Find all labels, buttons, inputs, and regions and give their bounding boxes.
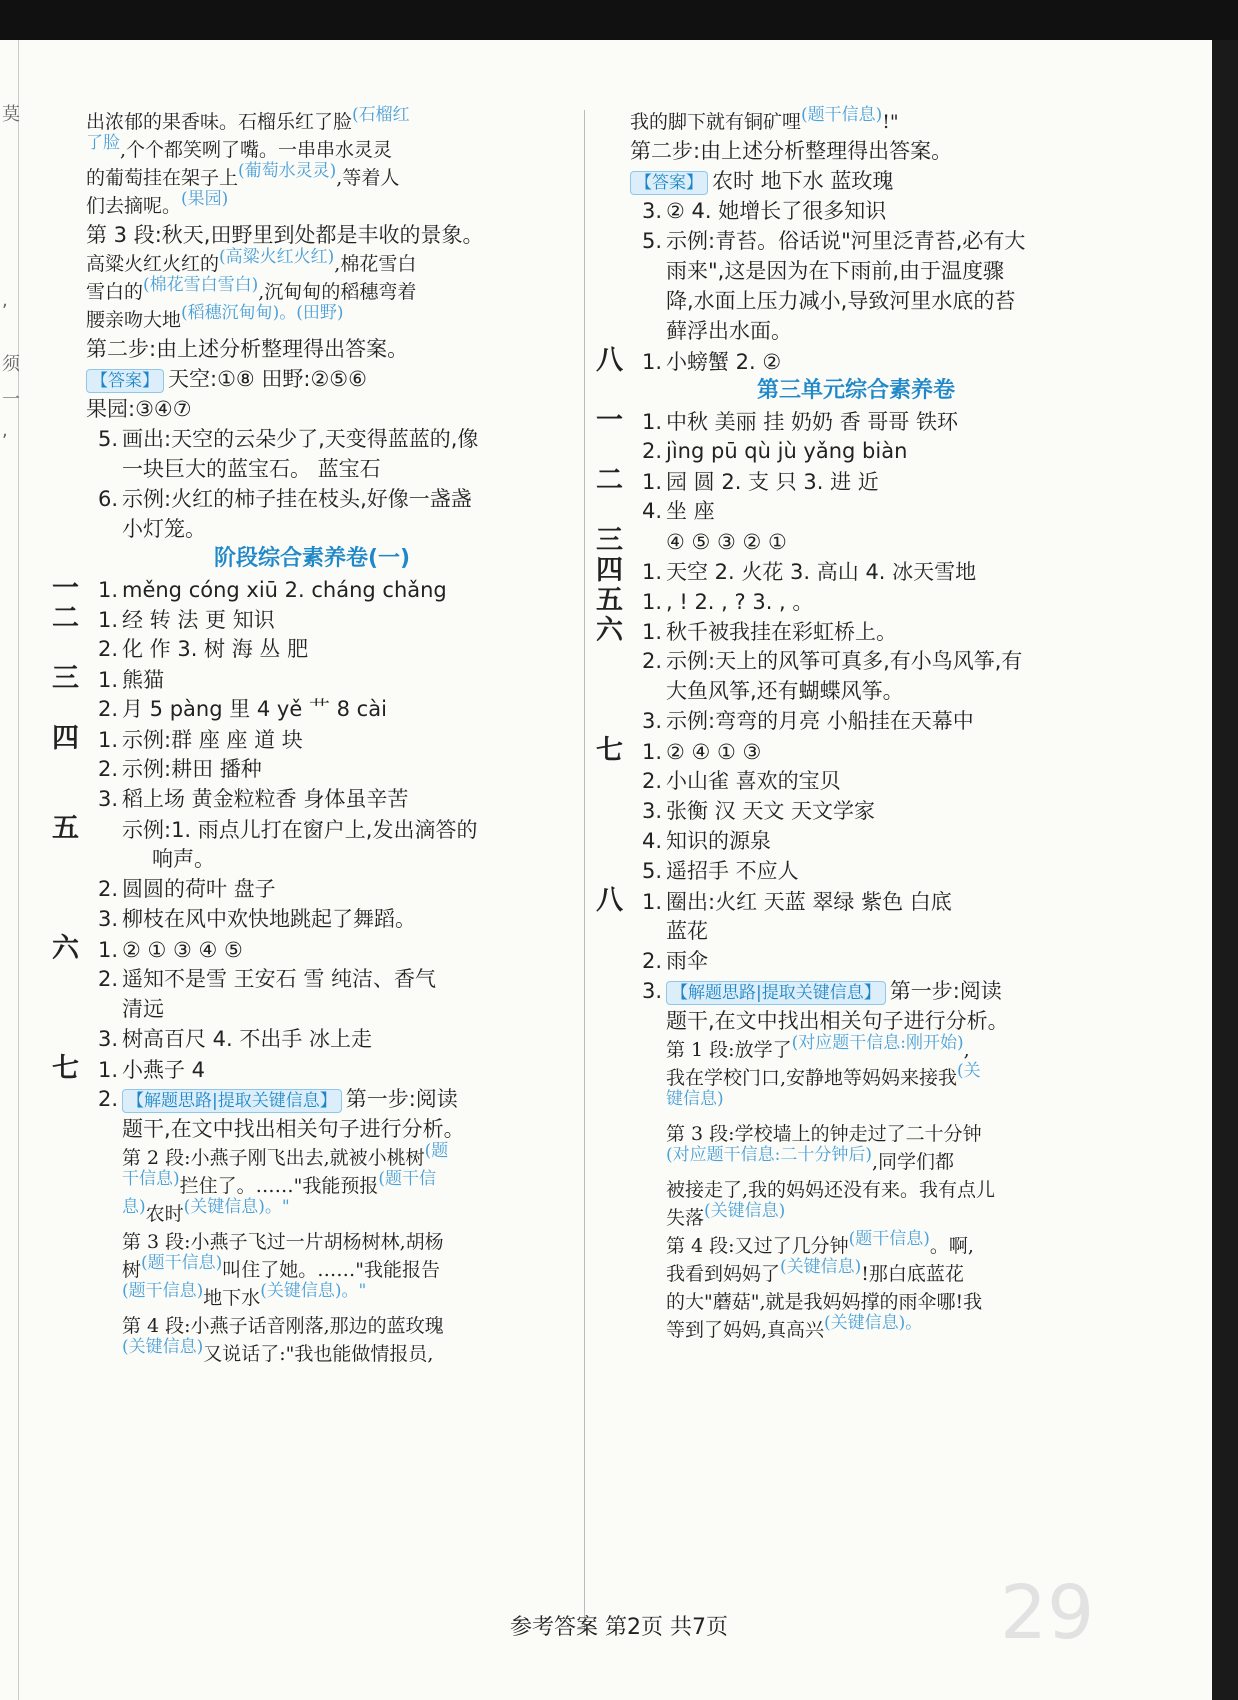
item-number: 2. xyxy=(97,757,118,781)
item-number: 1. xyxy=(97,1058,118,1082)
item-number: 1. xyxy=(97,938,118,962)
answer-line xyxy=(596,826,1116,856)
answer-text: 园 圆 2. 支 只 3. 进 近 xyxy=(666,470,879,494)
handwritten-note: (石榴红 xyxy=(352,105,410,125)
answer-line xyxy=(596,436,1116,466)
section-number: 一 xyxy=(596,405,623,436)
item-number: 3. xyxy=(641,709,662,733)
item-number: 1. xyxy=(97,608,118,632)
handwritten-note: (关键信息)。" xyxy=(183,1197,290,1217)
answer-line xyxy=(52,275,572,306)
answer-text: 的大"蘑菇",就是我妈妈撑的雨伞哪!我 xyxy=(666,1291,983,1313)
item-number: 2. xyxy=(97,967,118,991)
answer-text: 果园:③④⑦ xyxy=(86,397,192,421)
item-number: 1. xyxy=(641,350,662,374)
answer-text: 出浓郁的果香味。石榴乐红了脸 xyxy=(86,111,353,133)
section-number: 七 xyxy=(596,735,623,766)
answer-text: měng cóng xiū 2. cháng chǎng xyxy=(122,578,447,602)
right-column xyxy=(596,105,1116,1344)
handwritten-note: (题干信息) xyxy=(122,1281,204,1301)
answer-text: 农时 地下水 蓝玫瑰 xyxy=(712,169,894,193)
left-edge-fragment: , xyxy=(2,420,8,441)
item-number: 3. xyxy=(641,799,662,823)
answer-line xyxy=(596,1313,1116,1344)
handwritten-note: (对应题干信息:刚开始) xyxy=(791,1033,964,1053)
answer-text: 响声。 xyxy=(152,847,215,871)
answer-line xyxy=(596,556,1116,586)
answer-text: 示例:耕田 播种 xyxy=(122,757,262,781)
item-number: 1. xyxy=(641,470,662,494)
answer-line xyxy=(52,814,572,844)
answer-line xyxy=(596,466,1116,496)
answer-text: ④ ⑤ ③ ② ① xyxy=(666,530,787,554)
answer-line xyxy=(596,1288,1116,1316)
answer-line xyxy=(596,856,1116,886)
answer-line xyxy=(52,1169,572,1200)
answer-badge: 【答案】 xyxy=(86,369,164,393)
section-number: 七 xyxy=(52,1053,79,1084)
item-number: 5. xyxy=(97,427,118,451)
section-number: 六 xyxy=(596,615,623,646)
item-number: 2. xyxy=(97,1087,118,1111)
answer-line xyxy=(596,1089,1116,1120)
section-number: 八 xyxy=(596,345,623,376)
answer-text: !" xyxy=(882,111,899,133)
answer-line xyxy=(52,514,572,544)
answer-line xyxy=(596,256,1116,286)
handwritten-note: (题干信 xyxy=(378,1169,437,1189)
answer-line xyxy=(52,1084,572,1114)
answer-line xyxy=(596,166,1116,196)
answer-text: 清远 xyxy=(122,997,164,1021)
answer-text: 示例:天上的风筝可真多,有小鸟风筝,有 xyxy=(666,649,1023,673)
answer-text: 我看到妈妈了 xyxy=(666,1263,781,1285)
answer-line xyxy=(52,364,572,394)
answer-line xyxy=(52,994,572,1024)
answer-line xyxy=(596,526,1116,556)
answer-text: 张衡 汉 天文 天文学家 xyxy=(666,799,876,823)
answer-line xyxy=(52,454,572,484)
page-footer: 参考答案 第2页 共7页 xyxy=(510,1615,728,1640)
answer-text: 圈出:火红 天蓝 翠绿 紫色 白底 xyxy=(666,890,952,914)
answer-line xyxy=(52,1312,572,1340)
answer-line xyxy=(52,334,572,364)
answer-text: 第 3 段:秋天,田野里到处都是丰收的景象。 xyxy=(86,223,484,247)
page-number: 29 xyxy=(1000,1570,1095,1656)
answer-line xyxy=(52,1114,572,1144)
answer-line xyxy=(52,1253,572,1284)
section-number: 四 xyxy=(596,555,623,586)
item-number: 2. xyxy=(641,649,662,673)
answer-line xyxy=(52,247,572,278)
handwritten-note: (关 xyxy=(957,1061,981,1081)
answer-text: 第 2 段:小燕子刚飞出去,就被小桃树 xyxy=(122,1147,425,1169)
handwritten-note: (关键信息) xyxy=(780,1257,862,1277)
answer-text: 第 1 段:放学了 xyxy=(666,1039,792,1061)
handwritten-note: (葡萄水灵灵) xyxy=(238,161,337,181)
item-number: 2. xyxy=(641,439,662,463)
answer-text: 叫住了她。……"我能报告 xyxy=(222,1259,441,1281)
answer-text: 小燕子 4 xyxy=(122,1058,206,1082)
handwritten-note: (对应题干信息:二十分钟后) xyxy=(666,1145,872,1165)
answer-text: 雨伞 xyxy=(666,949,708,973)
section-number: 五 xyxy=(52,813,79,844)
answer-text: 秋千被我挂在彩虹桥上。 xyxy=(666,620,897,644)
answer-line xyxy=(596,1120,1116,1148)
answer-line xyxy=(52,574,572,604)
handwritten-note: (关键信息)。" xyxy=(260,1281,367,1301)
section-number: 二 xyxy=(52,603,79,634)
answer-line xyxy=(596,1006,1116,1036)
answer-line xyxy=(52,220,572,250)
answer-text: 降,水面上压力减小,导致河里水底的苔 xyxy=(666,289,1016,313)
answer-text: ,等着人 xyxy=(336,167,400,189)
answer-text: 示例:火红的柿子挂在枝头,好像一盏盏 xyxy=(122,487,472,511)
answer-text: 题干,在文中找出相关句子进行分析。 xyxy=(122,1117,465,1141)
answer-line xyxy=(596,226,1116,256)
answer-text: 失落 xyxy=(666,1207,705,1229)
answer-text: 稻上场 黄金粒粒香 身体虽辛苦 xyxy=(122,787,409,811)
answer-line xyxy=(596,976,1116,1006)
item-number: 1. xyxy=(641,620,662,644)
handwritten-note: (关键信息) xyxy=(122,1337,204,1357)
handwritten-note: (题干信息) xyxy=(848,1229,930,1249)
left-edge-fragment: 一 xyxy=(2,389,20,410)
answer-line xyxy=(596,586,1116,616)
item-number: 1. xyxy=(641,740,662,764)
answer-text: 小螃蟹 2. ② xyxy=(666,350,782,374)
answer-text: 遥知不是雪 王安石 雪 纯洁、香气 xyxy=(122,967,437,991)
answer-text: 雨来",这是因为在下雨前,由于温度骤 xyxy=(666,259,1005,283)
item-number: 2. xyxy=(97,637,118,661)
item-number: 3. xyxy=(641,979,662,1003)
answer-text: 地下水 xyxy=(203,1287,261,1309)
answer-text: 我在学校门口,安静地等妈妈来接我 xyxy=(666,1067,958,1089)
section-number: 五 xyxy=(596,585,623,616)
answer-text: 第一步:阅读 xyxy=(345,1087,458,1111)
item-number: 5. xyxy=(641,859,662,883)
section-heading: 阶段综合素养卷(一) xyxy=(213,546,411,571)
answer-text: jìng pū qù jù yǎng biàn xyxy=(666,439,908,463)
answer-line xyxy=(52,1197,572,1228)
answer-text: ,棉花雪白 xyxy=(334,253,417,275)
answer-line xyxy=(52,161,572,192)
answer-text: 又说话了:"我也能做情报员, xyxy=(203,1343,434,1365)
item-number: 2. xyxy=(97,877,118,901)
answer-text: 柳枝在风中欢快地跳起了舞蹈。 xyxy=(122,907,416,931)
answer-text: 经 转 法 更 知识 xyxy=(122,608,275,632)
answer-text: 高粱火红火红的 xyxy=(86,253,220,275)
answer-line xyxy=(596,1033,1116,1064)
item-number: 1. xyxy=(641,890,662,914)
item-number: 1. xyxy=(97,728,118,752)
section-heading: 第三单元综合素养卷 xyxy=(756,378,955,403)
item-number: 1. xyxy=(97,578,118,602)
answer-line xyxy=(52,604,572,634)
handwritten-note: (关键信息)。 xyxy=(824,1313,923,1333)
item-number: 3. xyxy=(97,787,118,811)
answer-text: 第 4 段:小燕子话音刚落,那边的蓝玫瑰 xyxy=(122,1315,444,1337)
answer-line xyxy=(596,1257,1116,1288)
item-number: 2. xyxy=(641,769,662,793)
answer-line xyxy=(52,484,572,514)
answer-line xyxy=(52,424,572,454)
answer-text: 熊猫 xyxy=(122,668,164,692)
answer-text: 题干,在文中找出相关句子进行分析。 xyxy=(666,1009,1009,1033)
item-number: 4. xyxy=(641,829,662,853)
answer-line xyxy=(596,676,1116,706)
handwritten-note: 了脸 xyxy=(86,133,120,153)
answer-text: 示例:群 座 座 道 块 xyxy=(122,728,303,752)
section-number: 八 xyxy=(596,885,623,916)
answer-text: 腰亲吻大地 xyxy=(86,309,182,331)
column-divider xyxy=(584,110,585,1630)
answer-badge: 【解题思路|提取关键信息】 xyxy=(122,1089,342,1113)
answer-text: 示例:1. 雨点儿打在窗户上,发出滴答的 xyxy=(122,818,478,842)
left-edge-fragment: , xyxy=(2,290,8,311)
answer-line xyxy=(52,934,572,964)
answer-text: 们去摘呢。 xyxy=(86,195,182,217)
answer-line xyxy=(596,646,1116,676)
handwritten-note: 干信息) xyxy=(122,1169,180,1189)
answer-text: 一块巨大的蓝宝石。 蓝宝石 xyxy=(122,457,381,481)
answer-text: 月 5 pàng 里 4 yě 艹 8 cài xyxy=(122,697,387,721)
answer-line xyxy=(52,634,572,664)
section-number: 三 xyxy=(52,663,79,694)
answer-text: 第 3 段:学校墙上的钟走过了二十分钟 xyxy=(666,1123,982,1145)
answer-text: ,同学们都 xyxy=(872,1151,955,1173)
answer-text: 蓝花 xyxy=(666,919,708,943)
handwritten-note: 键信息) xyxy=(666,1089,724,1109)
answer-text: 第 4 段:又过了几分钟 xyxy=(666,1235,849,1257)
answer-text: 雪白的 xyxy=(86,281,144,303)
answer-line xyxy=(52,303,572,334)
answer-line xyxy=(52,664,572,694)
answer-text: ,个个都笑咧了嘴。一串串水灵灵 xyxy=(120,139,393,161)
item-number: 1. xyxy=(641,590,662,614)
answer-text: 第二步:由上述分析整理得出答案。 xyxy=(630,139,953,163)
answer-text: ② ④ ① ③ xyxy=(666,740,762,764)
answer-text: 知识的源泉 xyxy=(666,829,771,853)
answer-text: 天空 2. 火花 3. 高山 4. 冰天雪地 xyxy=(666,560,977,584)
answer-text: 遥招手 不应人 xyxy=(666,859,799,883)
answer-text: 树高百尺 4. 不出手 冰上走 xyxy=(122,1027,373,1051)
handwritten-note: (题 xyxy=(424,1141,449,1161)
answer-line xyxy=(52,1281,572,1312)
answer-line xyxy=(52,874,572,904)
answer-line xyxy=(52,694,572,724)
answer-text: 天空:①⑧ 田野:②⑤⑥ xyxy=(168,367,367,391)
answer-line xyxy=(52,133,572,164)
answer-line xyxy=(596,706,1116,736)
answer-line xyxy=(596,1201,1116,1232)
answer-line xyxy=(52,105,572,136)
item-number: 6. xyxy=(97,487,118,511)
scan-top-edge xyxy=(0,0,1238,40)
item-number: 2. xyxy=(641,949,662,973)
answer-text: 拦住了。……"我能预报 xyxy=(179,1175,379,1197)
answer-badge: 【解题思路|提取关键信息】 xyxy=(666,981,886,1005)
answer-line xyxy=(52,394,572,424)
answer-line xyxy=(596,1061,1116,1092)
answer-text: 小灯笼。 xyxy=(122,517,206,541)
left-column xyxy=(52,105,572,1368)
answer-text: 树 xyxy=(122,1259,142,1281)
answer-line xyxy=(52,1024,572,1054)
answer-line xyxy=(596,1176,1116,1204)
answer-text: ,沉甸甸的稻穗弯着 xyxy=(258,281,417,303)
answer-text: 农时 xyxy=(145,1203,184,1225)
section-number: 一 xyxy=(52,573,79,604)
answer-line xyxy=(596,136,1116,166)
item-number: 1. xyxy=(641,410,662,434)
answer-text: , xyxy=(963,1039,970,1061)
answer-line xyxy=(596,105,1116,136)
answer-line xyxy=(596,496,1116,526)
handwritten-note: (题干信息) xyxy=(141,1253,223,1273)
answer-text: 坐 座 xyxy=(666,499,715,523)
answer-line xyxy=(52,724,572,754)
answer-text: 中秋 美丽 挂 奶奶 香 哥哥 铁环 xyxy=(666,410,959,434)
item-number: 5. xyxy=(641,229,662,253)
answer-text: 小山雀 喜欢的宝贝 xyxy=(666,769,841,793)
answer-text: ② 4. 她增长了很多知识 xyxy=(666,199,887,223)
left-edge-fragment: 须 xyxy=(2,354,20,375)
item-number: 3. xyxy=(641,199,662,223)
handwritten-note: (关键信息) xyxy=(704,1201,786,1221)
answer-line xyxy=(52,1054,572,1084)
answer-line xyxy=(52,964,572,994)
answer-text: 第 3 段:小燕子飞过一片胡杨树林,胡杨 xyxy=(122,1231,444,1253)
answer-line xyxy=(52,1141,572,1172)
answer-line xyxy=(596,1229,1116,1260)
answer-line xyxy=(52,1228,572,1256)
answer-text: 等到了妈妈,真高兴 xyxy=(666,1319,825,1341)
answer-badge: 【答案】 xyxy=(630,171,708,195)
section-number: 三 xyxy=(596,525,623,556)
section-number: 四 xyxy=(52,723,79,754)
answer-text: 圆圆的荷叶 盘子 xyxy=(122,877,276,901)
answer-line xyxy=(596,196,1116,226)
answer-line xyxy=(596,946,1116,976)
answer-text: 化 作 3. 树 海 丛 肥 xyxy=(122,637,309,661)
answer-text: !那白底蓝花 xyxy=(861,1263,964,1285)
answer-text: 我的脚下就有铜矿哩 xyxy=(630,111,802,133)
answer-line xyxy=(596,316,1116,346)
handwritten-note: (题干信息) xyxy=(801,105,883,125)
answer-line xyxy=(52,844,572,874)
answer-line xyxy=(52,1337,572,1368)
answer-line xyxy=(596,406,1116,436)
answer-line xyxy=(52,904,572,934)
answer-line xyxy=(596,766,1116,796)
answer-line xyxy=(596,916,1116,946)
answer-line xyxy=(596,1145,1116,1176)
answer-line xyxy=(52,754,572,784)
answer-line xyxy=(52,784,572,814)
answer-line xyxy=(596,346,1116,376)
scan-left-edge xyxy=(0,40,19,1700)
left-edge-fragment: 莫 xyxy=(2,104,20,125)
item-number: 3. xyxy=(97,1027,118,1051)
answer-text: 被接走了,我的妈妈还没有来。我有点儿 xyxy=(666,1179,996,1201)
item-number: 2. xyxy=(97,697,118,721)
answer-line xyxy=(596,616,1116,646)
answer-text: 藓浮出水面。 xyxy=(666,319,792,343)
item-number: 1. xyxy=(641,560,662,584)
section-number: 二 xyxy=(596,465,623,496)
answer-line xyxy=(52,189,572,220)
answer-text: 画出:天空的云朵少了,天变得蓝蓝的,像 xyxy=(122,427,479,451)
item-number: 4. xyxy=(641,499,662,523)
answer-line xyxy=(596,886,1116,916)
answer-line xyxy=(596,736,1116,766)
answer-line xyxy=(596,796,1116,826)
handwritten-note: 息) xyxy=(122,1197,146,1217)
handwritten-note: (高粱火红火红) xyxy=(219,247,335,267)
answer-text: 第一步:阅读 xyxy=(889,979,1002,1003)
section-number: 六 xyxy=(52,933,79,964)
handwritten-note: (果园) xyxy=(181,189,229,209)
answer-line xyxy=(596,286,1116,316)
answer-text: 。啊, xyxy=(929,1235,974,1257)
scan-right-edge xyxy=(1212,40,1238,1700)
answer-text: ② ① ③ ④ ⑤ xyxy=(122,938,243,962)
item-number: 3. xyxy=(97,907,118,931)
answer-text: 示例:青苔。俗话说"河里泛青苔,必有大 xyxy=(666,229,1026,253)
answer-text: 第二步:由上述分析整理得出答案。 xyxy=(86,337,409,361)
answer-text: 的葡萄挂在架子上 xyxy=(86,167,239,189)
item-number: 1. xyxy=(97,668,118,692)
answer-text: 大鱼风筝,还有蝴蝶风筝。 xyxy=(666,679,904,703)
handwritten-note: (稻穗沉甸甸)。(田野) xyxy=(181,303,344,323)
answer-text: 示例:弯弯的月亮 小船挂在天幕中 xyxy=(666,709,974,733)
answer-text: , ! 2. , ? 3. , 。 xyxy=(666,590,814,614)
handwritten-note: (棉花雪白雪白) xyxy=(143,275,259,295)
